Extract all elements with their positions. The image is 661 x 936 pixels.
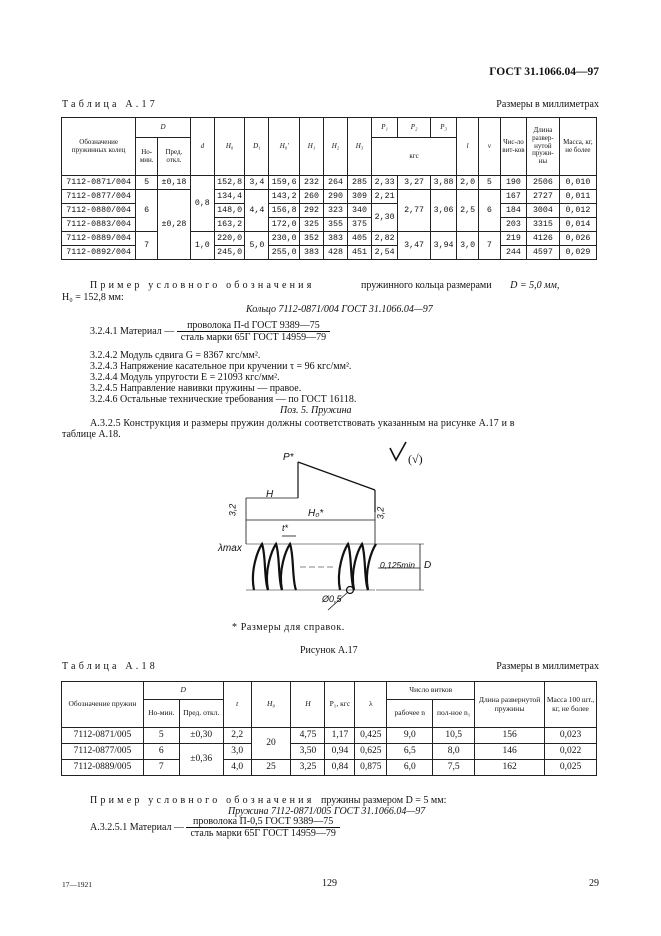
- table-cell: 156,8: [269, 204, 300, 218]
- table-cell: 340: [348, 204, 372, 218]
- t18-h-P1: P₁, кгс: [325, 682, 355, 728]
- table-cell: ±0,36: [179, 744, 223, 776]
- t17-h-H2: H₂: [323, 118, 347, 176]
- label-t: t*: [282, 523, 289, 533]
- table-cell: 20: [251, 728, 291, 760]
- t17-h-P2: P₂: [398, 118, 431, 138]
- footer-left: 17—1921: [62, 880, 92, 889]
- clause-a3251: [90, 816, 340, 839]
- t18-h-D: D: [143, 682, 223, 700]
- table-cell: 0,023: [545, 728, 597, 744]
- t17-h-H0: H₀: [214, 118, 245, 176]
- table-cell: 6,0: [387, 760, 433, 776]
- table-cell: 1,17: [325, 728, 355, 744]
- label-roughness: (√): [408, 452, 423, 466]
- table-cell: 0,425: [355, 728, 387, 744]
- table-cell: 230,0: [269, 232, 300, 246]
- t17-h-l: l: [457, 118, 479, 176]
- example2-line: [90, 795, 446, 806]
- table-cell: 244: [500, 246, 526, 260]
- table-cell: 8,0: [433, 744, 475, 760]
- t18-h-t: t: [223, 682, 251, 728]
- t18-h-turns: Число витков: [387, 682, 475, 700]
- table-cell: 5: [479, 176, 501, 190]
- table-cell: 2727: [527, 190, 560, 204]
- table-cell: 0,026: [559, 232, 596, 246]
- t17-h-kgs: кгс: [372, 138, 457, 176]
- t17-h-v: v: [479, 118, 501, 176]
- table17-units: Размеры в миллиметрах: [496, 99, 599, 110]
- table-cell: 7112-0892/004: [62, 246, 136, 260]
- table-cell: 7,5: [433, 760, 475, 776]
- table-cell: 7112-0889/005: [62, 760, 144, 776]
- table-cell: 6,5: [387, 744, 433, 760]
- table-cell: 290: [323, 190, 347, 204]
- table-cell: 1,0: [190, 232, 214, 260]
- force-slope: [298, 462, 375, 490]
- table-cell: 2,5: [457, 190, 479, 232]
- table-cell: 5,0: [245, 232, 269, 260]
- coil: [339, 544, 354, 590]
- t17-h-tol: Пред. откл.: [158, 138, 191, 176]
- table-cell: 7112-0880/004: [62, 204, 136, 218]
- ring-designation: Кольцо 7112-0871/004 ГОСТ 31.1066.04—97: [246, 304, 433, 315]
- clause-3241-label: 3.2.4.1 Материал —: [90, 326, 175, 337]
- table-cell: 292: [299, 204, 323, 218]
- table-cell: 5: [136, 176, 158, 190]
- table18-caption: Таблица А.18: [62, 661, 158, 672]
- table-cell: 383: [299, 246, 323, 260]
- material-denominator: сталь марки 65Г ГОСТ 14959—79: [180, 332, 327, 343]
- example1-H0: H₀ = 152,8 мм:: [62, 292, 124, 303]
- table-cell: 4,75: [291, 728, 325, 744]
- t18-h-mass: Масса 100 шт., кг, не более: [545, 682, 597, 728]
- pos5-title: Поз. 5. Пружина: [280, 405, 352, 416]
- t17-h-P1: P₁: [372, 118, 398, 138]
- label-dia: Ø0,5: [322, 594, 342, 604]
- table-cell: 232: [299, 176, 323, 190]
- table-cell: 6: [143, 744, 179, 760]
- table-cell: 255,0: [269, 246, 300, 260]
- table-cell: 375: [348, 218, 372, 232]
- t17-h-H0p: H₀': [269, 118, 300, 176]
- table-cell: 0,011: [559, 190, 596, 204]
- table-cell: 163,2: [214, 218, 245, 232]
- table-cell: 451: [348, 246, 372, 260]
- table-cell: 323: [323, 204, 347, 218]
- table-cell: 25: [251, 760, 291, 776]
- table-cell: ±0,30: [179, 728, 223, 744]
- table-cell: 3,94: [430, 232, 456, 260]
- table-cell: 264: [323, 176, 347, 190]
- table-cell: 245,0: [214, 246, 245, 260]
- clause-3246: 3.2.4.6 Остальные технические требования — по ГОСТ 16118.: [90, 394, 357, 405]
- table-cell: 4597: [527, 246, 560, 260]
- table-cell: 405: [348, 232, 372, 246]
- table-cell: 3,27: [398, 176, 431, 190]
- clause-a3251-label: А.3.2.5.1 Материал —: [90, 822, 184, 833]
- material2-denominator: сталь марки 65Г ГОСТ 14959—79: [190, 828, 336, 839]
- table18-units: Размеры в миллиметрах: [496, 661, 599, 672]
- table-cell: 0,025: [545, 760, 597, 776]
- clause-3241: [90, 320, 330, 343]
- table-cell: 0,010: [559, 176, 596, 190]
- table-cell: 6: [136, 190, 158, 232]
- example1-line: [90, 280, 559, 291]
- table-cell: 3,4: [245, 176, 269, 190]
- t18-h-full: пол-ное n₁: [433, 700, 475, 728]
- table-cell: 0,625: [355, 744, 387, 760]
- label-dim-left: 3,2: [227, 503, 238, 517]
- table-cell: 9,0: [387, 728, 433, 744]
- label-lmax: λmax: [218, 543, 242, 554]
- table-cell: 184: [500, 204, 526, 218]
- table-cell: ±0,18: [158, 176, 191, 190]
- t18-h-working: рабочее n: [387, 700, 433, 728]
- table-cell: 3,25: [291, 760, 325, 776]
- table-cell: 6: [479, 190, 501, 232]
- t17-h-H1: H₁: [299, 118, 323, 176]
- table-cell: 2506: [527, 176, 560, 190]
- clause-3245: 3.2.4.5 Направление навивки пружины — правое.: [90, 383, 302, 394]
- footer-page: 129: [322, 878, 337, 889]
- table-cell: 7: [479, 232, 501, 260]
- table-cell: 162: [475, 760, 545, 776]
- table-cell: 10,5: [433, 728, 475, 744]
- table-cell: 2,0: [457, 176, 479, 190]
- example2-tail: пружины размером D = 5 мм:: [321, 795, 447, 806]
- table-cell: 3,0: [223, 744, 251, 760]
- table-cell: 7112-0871/005: [62, 728, 144, 744]
- figure-caption: Рисунок А.17: [300, 645, 358, 656]
- table-cell: 3,47: [398, 232, 431, 260]
- table-cell: 309: [348, 190, 372, 204]
- table-cell: 159,6: [269, 176, 300, 190]
- table-cell: 156: [475, 728, 545, 744]
- table-cell: 0,022: [545, 744, 597, 760]
- material2-numerator: проволока П-0,5 ГОСТ 9389—75: [186, 816, 339, 828]
- table18: [61, 681, 597, 776]
- t17-h-nom: Но-мин.: [136, 138, 158, 176]
- footer-right: 29: [589, 878, 599, 889]
- example1-D: D = 5,0 мм,: [510, 280, 560, 291]
- t17-h-turns: Чис-ло вит-ков: [500, 118, 526, 176]
- t17-h-mass: Масса, кг, не более: [559, 118, 596, 176]
- table-cell: 148,0: [214, 204, 245, 218]
- t17-h-D1: D₁: [245, 118, 269, 176]
- table-cell: 2,21: [372, 190, 398, 204]
- table-cell: 4,4: [245, 190, 269, 232]
- coil: [253, 544, 268, 590]
- table-cell: 0,875: [355, 760, 387, 776]
- coil: [367, 544, 376, 590]
- table-cell: 4,0: [223, 760, 251, 776]
- table-cell: 203: [500, 218, 526, 232]
- table-cell: 146: [475, 744, 545, 760]
- table-cell: 352: [299, 232, 323, 246]
- table-cell: 383: [323, 232, 347, 246]
- label-H0: H₀*: [308, 508, 324, 519]
- table-cell: 167: [500, 190, 526, 204]
- table-cell: 3,50: [291, 744, 325, 760]
- standard-header: ГОСТ 31.1066.04—97: [489, 66, 599, 78]
- t18-h-lambda: λ: [355, 682, 387, 728]
- t18-h-H0: H₀: [251, 682, 291, 728]
- table-cell: 152,8: [214, 176, 245, 190]
- table-cell: 4126: [527, 232, 560, 246]
- table-cell: 3,06: [430, 190, 456, 232]
- table-cell: ±0,28: [158, 190, 191, 260]
- figure-footnote: * Размеры для справок.: [232, 622, 345, 633]
- table-cell: 0,012: [559, 204, 596, 218]
- clause-3243: 3.2.4.3 Напряжение касательное при кручении τ = 96 кгс/мм².: [90, 361, 352, 372]
- table-cell: 7112-0871/004: [62, 176, 136, 190]
- example1-lead: Пример условного обозначения: [90, 280, 315, 291]
- clause-3244: 3.2.4.4 Модуль упругости E = 21093 кгс/мм².: [90, 372, 280, 383]
- clause-a325-line1: А.3.2.5 Конструкция и размеры пружин должны соответствовать указанным на рисунке А.17 и в: [90, 418, 515, 429]
- t18-h-length: Длина развернутой пружины: [475, 682, 545, 728]
- t17-h-d: d: [190, 118, 214, 176]
- table-cell: 7112-0883/004: [62, 218, 136, 232]
- table-cell: 172,0: [269, 218, 300, 232]
- table-cell: 3,88: [430, 176, 456, 190]
- table-cell: 0,8: [190, 176, 214, 232]
- coil: [267, 544, 282, 590]
- table17-caption: Таблица А.17: [62, 99, 158, 110]
- table-cell: 0,84: [325, 760, 355, 776]
- label-dim-right: 3,2: [375, 506, 386, 520]
- spring-drawing: [210, 440, 460, 620]
- label-D: D: [424, 560, 432, 571]
- material-numerator: проволока П-d ГОСТ 9389—75: [177, 320, 330, 332]
- table17: [61, 117, 597, 260]
- table-cell: 428: [323, 246, 347, 260]
- table-cell: 7: [136, 232, 158, 260]
- table-cell: 134,4: [214, 190, 245, 204]
- table-cell: 3004: [527, 204, 560, 218]
- table-cell: 190: [500, 176, 526, 190]
- table-cell: 260: [299, 190, 323, 204]
- coil: [353, 544, 368, 590]
- example1-mid: пружинного кольца размерами: [361, 280, 492, 291]
- table-cell: 0,94: [325, 744, 355, 760]
- table-cell: 3,0: [457, 232, 479, 260]
- label-P: P*: [283, 452, 294, 463]
- table-cell: 2,30: [372, 204, 398, 232]
- table-cell: 143,2: [269, 190, 300, 204]
- t17-h-length: Длина развер-нутой пружи-ны: [527, 118, 560, 176]
- material2-fraction: [186, 816, 339, 839]
- table-cell: 2,77: [398, 190, 431, 232]
- t17-h-designation: Обозначение пружинных колец: [62, 118, 136, 176]
- table-cell: 285: [348, 176, 372, 190]
- table-cell: 2,33: [372, 176, 398, 190]
- t18-h-nom: Но-мин.: [143, 700, 179, 728]
- clause-3242: 3.2.4.2 Модуль сдвига G = 8367 кгс/мм².: [90, 350, 261, 361]
- t18-h-H: H: [291, 682, 325, 728]
- table-cell: 2,82: [372, 232, 398, 246]
- t18-h-tol: Пред. откл.: [179, 700, 223, 728]
- table-cell: 220,0: [214, 232, 245, 246]
- table-cell: 7: [143, 760, 179, 776]
- table-cell: 219: [500, 232, 526, 246]
- spring-designation: Пружина 7112-0871/005 ГОСТ 31.1066.04—97: [228, 806, 426, 817]
- table-cell: 355: [323, 218, 347, 232]
- example2-lead: Пример условного обозначения: [90, 795, 315, 806]
- table-cell: 7112-0889/004: [62, 232, 136, 246]
- label-min: 0,125min: [380, 560, 415, 570]
- roughness-check: [390, 442, 406, 460]
- table-cell: 2,54: [372, 246, 398, 260]
- table-cell: 325: [299, 218, 323, 232]
- coil: [281, 544, 296, 590]
- t18-h-designation: Обозначение пружин: [62, 682, 144, 728]
- table-cell: 0,014: [559, 218, 596, 232]
- table-cell: 2,2: [223, 728, 251, 744]
- label-H: H: [266, 489, 274, 500]
- material-fraction: [177, 320, 330, 343]
- t17-h-P3: P₃: [430, 118, 456, 138]
- table-cell: 7112-0877/005: [62, 744, 144, 760]
- table-cell: 5: [143, 728, 179, 744]
- table-cell: 0,029: [559, 246, 596, 260]
- table-cell: 3315: [527, 218, 560, 232]
- t17-h-D: D: [136, 118, 191, 138]
- t17-h-H3: H₃: [348, 118, 372, 176]
- table-cell: 7112-0877/004: [62, 190, 136, 204]
- clause-a325-line2: таблице А.18.: [62, 429, 121, 440]
